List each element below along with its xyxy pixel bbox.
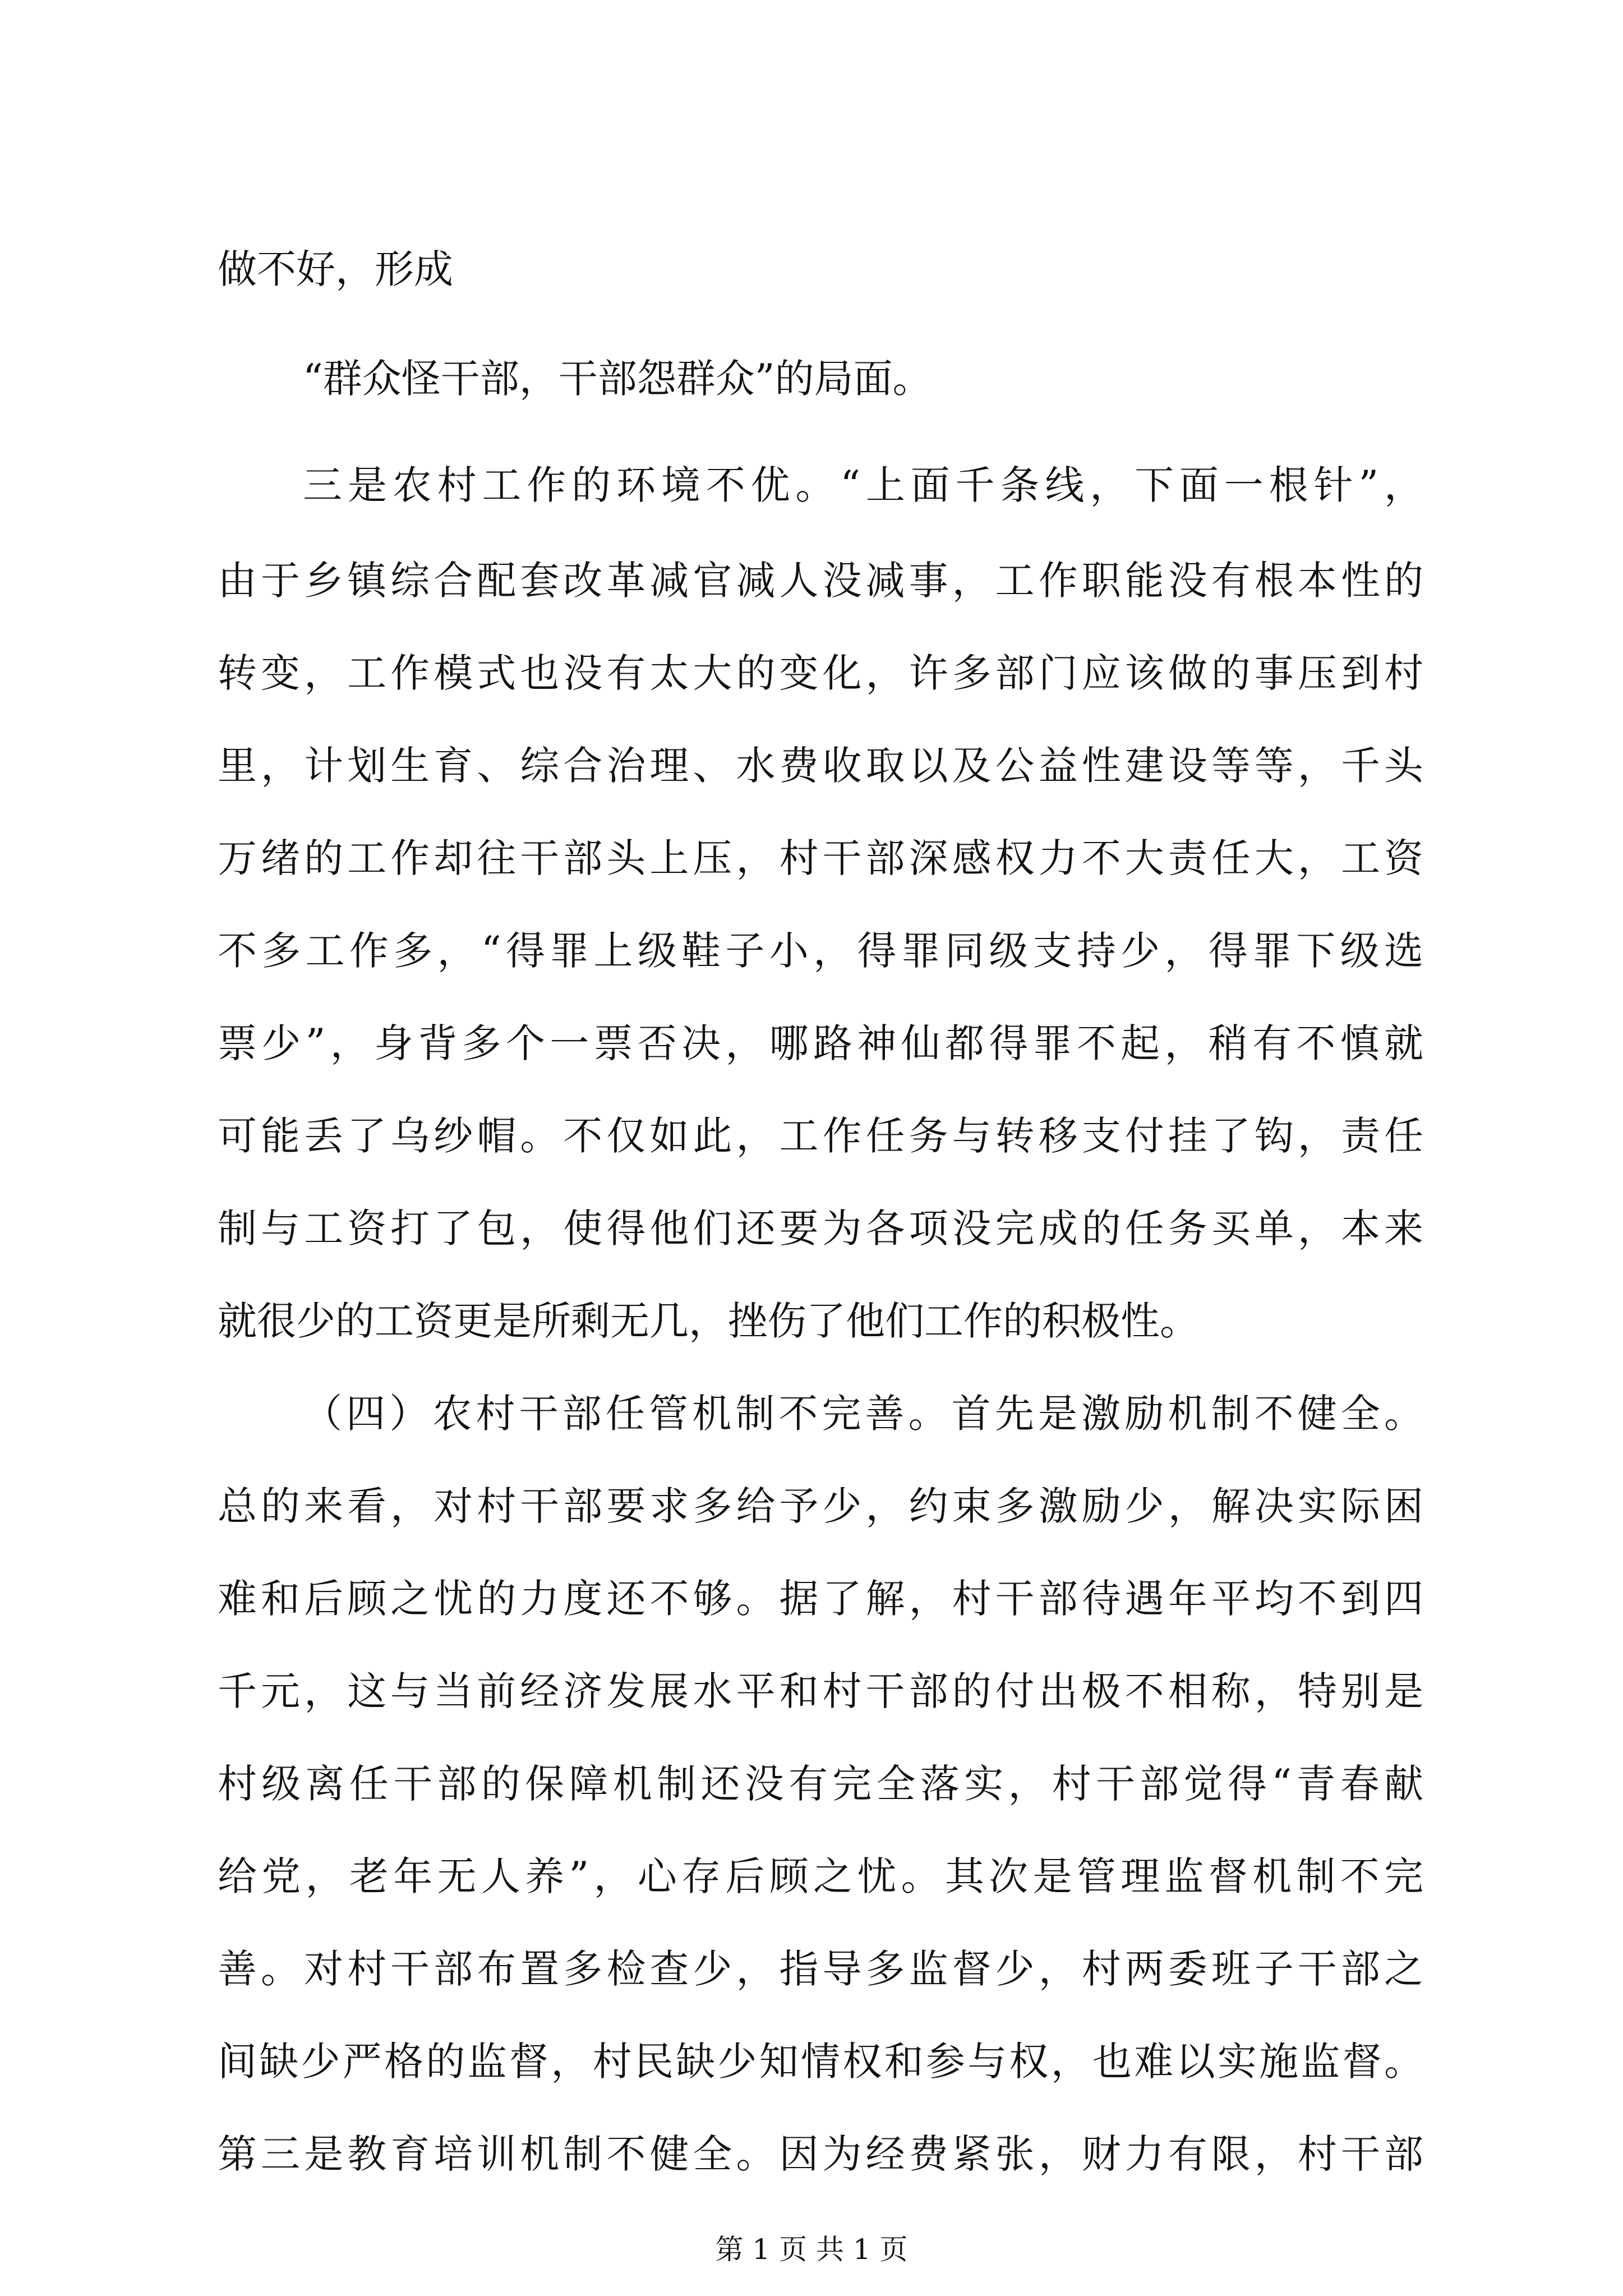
text-line-5: 转变，工作模式也没有太大的变化，许多部门应该做的事压到村: [218, 650, 1423, 696]
page-footer: 第 1 页 共 1 页: [715, 2233, 908, 2266]
text-line-19: 善。对村干部布置多检查少，指导多监督少，村两委班子干部之: [218, 1946, 1423, 1992]
text-line-21: 第三是教育培训机制不健全。因为经费紧张，财力有限，村干部: [218, 2131, 1423, 2177]
text-line-3: 三是农村工作的环境不优。“上面千条线，下面一根针”，: [303, 462, 1423, 508]
text-line-13: （四）农村干部任管机制不完善。首先是激励机制不健全。: [303, 1391, 1423, 1437]
text-line-6: 里，计划生育、综合治理、水费收取以及公益性建设等等，千头: [218, 743, 1423, 789]
text-line-14: 总的来看，对村干部要求多给予少，约束多激励少，解决实际困: [218, 1483, 1423, 1529]
text-line-10: 可能丢了乌纱帽。不仅如此，工作任务与转移支付挂了钩，责任: [218, 1113, 1423, 1159]
text-line-15: 难和后顾之忧的力度还不够。据了解，村干部待遇年平均不到四: [218, 1576, 1423, 1622]
text-line-12: 就很少的工资更是所剩无几，挫伤了他们工作的积极性。: [218, 1298, 1199, 1344]
text-line-16: 千元，这与当前经济发展水平和村干部的付出极不相称，特别是: [218, 1668, 1423, 1714]
text-line-9: 票少”，身背多个一票否决，哪路神仙都得罪不起，稍有不慎就: [218, 1020, 1423, 1066]
text-line-17: 村级离任干部的保障机制还没有完全落实，村干部觉得“青春献: [218, 1761, 1423, 1807]
text-line-7: 万绪的工作却往干部头上压，村干部深感权力不大责任大，工资: [218, 835, 1423, 881]
text-line-18: 给党，老年无人养”，心存后顾之忧。其次是管理监督机制不完: [218, 1853, 1423, 1899]
text-line-20: 间缺少严格的监督，村民缺少知情权和参与权，也难以实施监督。: [218, 2039, 1423, 2085]
text-line-4: 由于乡镇综合配套改革减官减人没减事，工作职能没有根本性的: [218, 558, 1423, 604]
text-line-8: 不多工作多，“得罪上级鞋子小，得罪同级支持少，得罪下级选: [218, 928, 1423, 974]
text-line-11: 制与工资打了包，使得他们还要为各项没完成的任务买单，本来: [218, 1205, 1423, 1251]
text-line-1: 做不好，形成: [218, 246, 453, 292]
text-line-2: “群众怪干部，干部怨群众”的局面。: [303, 356, 932, 402]
